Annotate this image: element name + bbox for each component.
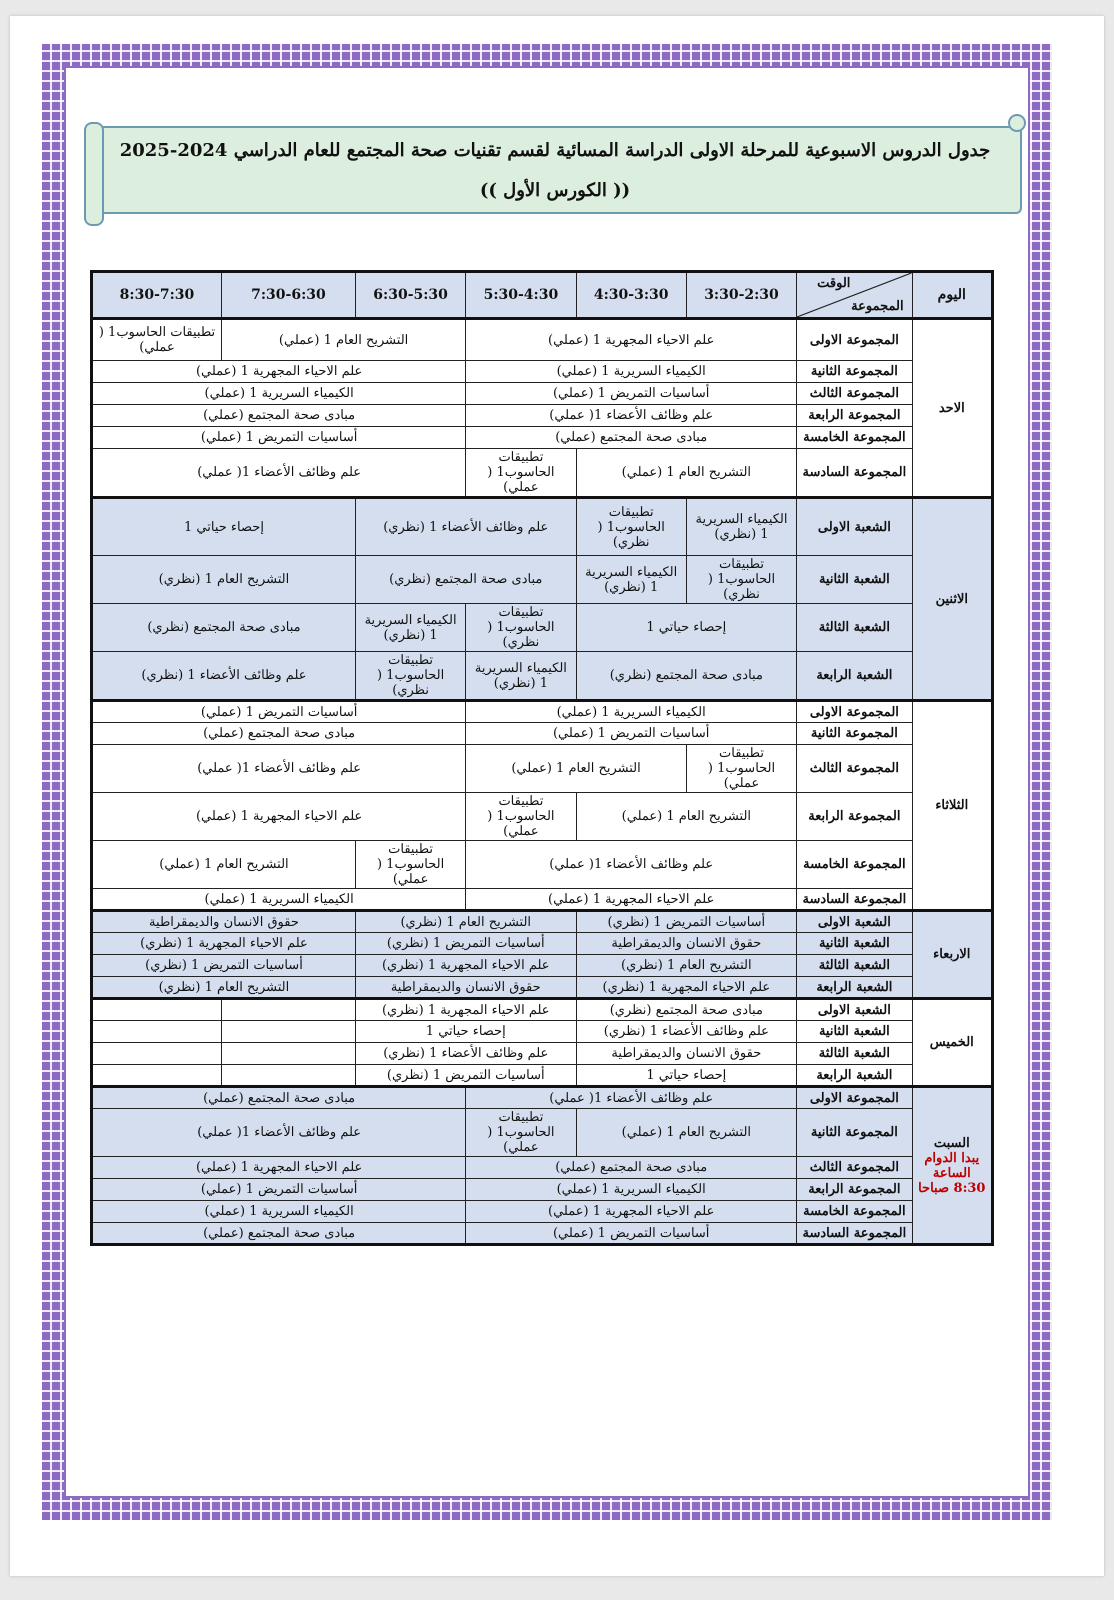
class-cell: علم وظائف الأعضاء 1 (نظري) <box>576 1021 797 1043</box>
class-cell: التشريح العام 1 (عملي) <box>576 1109 797 1157</box>
class-cell: علم الاحياء المجهرية 1 (نظري) <box>355 955 576 977</box>
table-row <box>92 1157 993 1179</box>
table-row <box>92 498 993 556</box>
table-row <box>92 449 993 498</box>
group-cell: المجموعة الثانية <box>797 723 912 745</box>
class-cell: الكيمياء السريرية 1 (عملي) <box>92 1201 466 1223</box>
group-cell: المجموعة السادسة <box>797 449 912 498</box>
group-cell: الشعبة الثالثة <box>797 955 912 977</box>
class-cell: أساسيات التمريض 1 (نظري) <box>355 1065 576 1087</box>
class-cell: مبادى صحة المجتمع (عملي) <box>466 427 797 449</box>
table-row <box>92 319 993 361</box>
class-cell: تطبيقات الحاسوب1 ( نظري) <box>576 498 686 556</box>
empty-cell <box>92 1021 222 1043</box>
table-row <box>92 427 993 449</box>
class-cell: علم الاحياء المجهرية 1 (عملي) <box>466 1201 797 1223</box>
class-cell: علم الاحياء المجهرية 1 (عملي) <box>92 793 466 841</box>
class-cell: مبادى صحة المجتمع (نظري) <box>576 652 797 701</box>
empty-cell <box>92 1043 222 1065</box>
table-row <box>92 1109 993 1157</box>
class-cell: علم وظائف الأعضاء 1( عملي) <box>92 745 466 793</box>
group-cell: المجموعة الخامسة <box>797 427 912 449</box>
group-cell: الشعبة الرابعة <box>797 652 912 701</box>
class-cell: التشريح العام 1 (عملي) <box>576 449 797 498</box>
table-row <box>92 977 993 999</box>
table-row <box>92 723 993 745</box>
group-cell: المجموعة الثانية <box>797 1109 912 1157</box>
class-cell: الكيمياء السريرية 1 (عملي) <box>92 383 466 405</box>
class-cell: التشريح العام 1 (عملي) <box>466 745 687 793</box>
class-cell: علم وظائف الأعضاء 1 (نظري) <box>355 498 576 556</box>
class-cell: أساسيات التمريض 1 (عملي) <box>466 383 797 405</box>
class-cell: أساسيات التمريض 1 (نظري) <box>355 933 576 955</box>
table-row <box>92 1201 993 1223</box>
class-cell: أساسيات التمريض 1 (عملي) <box>92 427 466 449</box>
group-cell: الشعبة الرابعة <box>797 1065 912 1087</box>
time-slot-header: 8:30-7:30 <box>92 272 222 319</box>
table-row <box>92 405 993 427</box>
corner-time-label: الوقت <box>817 276 851 291</box>
class-cell: التشريح العام 1 (عملي) <box>576 793 797 841</box>
time-slot-header: 5:30-4:30 <box>466 272 576 319</box>
class-cell: أساسيات التمريض 1 (عملي) <box>466 1223 797 1245</box>
class-cell: علم وظائف الأعضاء 1( عملي) <box>92 449 466 498</box>
table-row <box>92 604 993 652</box>
table-row <box>92 1065 993 1087</box>
group-cell: الشعبة الثانية <box>797 933 912 955</box>
group-cell: المجموعة الخامسة <box>797 841 912 889</box>
day-cell: الاربعاء <box>912 911 992 999</box>
group-cell: الشعبة الرابعة <box>797 977 912 999</box>
class-cell: مبادى صحة المجتمع (نظري) <box>576 999 797 1021</box>
table-row <box>92 933 993 955</box>
class-cell: حقوق الانسان والديمقراطية <box>576 1043 797 1065</box>
class-cell: حقوق الانسان والديمقراطية <box>355 977 576 999</box>
class-cell: الكيمياء السريرية 1 (نظري) <box>355 604 465 652</box>
table-row <box>92 1179 993 1201</box>
group-cell: المجموعة الاولى <box>797 701 912 723</box>
group-cell: الشعبة الثانية <box>797 556 912 604</box>
class-cell: مبادى صحة المجتمع (نظري) <box>92 604 356 652</box>
class-cell: أساسيات التمريض 1 (نظري) <box>92 955 356 977</box>
class-cell: التشريح العام 1 (نظري) <box>355 911 576 933</box>
group-cell: المجموعة الرابعة <box>797 793 912 841</box>
day-cell: الخميس <box>912 999 992 1087</box>
class-cell: التشريح العام 1 (نظري) <box>576 955 797 977</box>
group-cell: المجموعة الثالث <box>797 1157 912 1179</box>
empty-cell <box>92 1065 222 1087</box>
table-row <box>92 701 993 723</box>
class-cell: تطبيقات الحاسوب1 ( نظري) <box>466 604 576 652</box>
table-row <box>92 383 993 405</box>
class-cell: التشريح العام 1 (عملي) <box>92 841 356 889</box>
class-cell: مبادى صحة المجتمع (عملي) <box>466 1157 797 1179</box>
group-cell: المجموعة الاولى <box>797 319 912 361</box>
class-cell: الكيمياء السريرية 1 (نظري) <box>466 652 576 701</box>
class-cell: علم الاحياء المجهرية 1 (عملي) <box>466 319 797 361</box>
group-cell: الشعبة الاولى <box>797 911 912 933</box>
group-cell: المجموعة الثانية <box>797 361 912 383</box>
table-row <box>92 999 993 1021</box>
table-row <box>92 889 993 911</box>
class-cell: حقوق الانسان والديمقراطية <box>92 911 356 933</box>
table-row <box>92 793 993 841</box>
class-cell: الكيمياء السريرية 1 (عملي) <box>466 361 797 383</box>
group-cell: الشعبة الثانية <box>797 1021 912 1043</box>
class-cell: تطبيقات الحاسوب1 ( نظري) <box>355 652 465 701</box>
class-cell: تطبيقات الحاسوب1 ( عملي) <box>686 745 796 793</box>
table-row <box>92 745 993 793</box>
class-cell: علم الاحياء المجهرية 1 (نظري) <box>92 933 356 955</box>
class-cell: الكيمياء السريرية 1 (عملي) <box>466 1179 797 1201</box>
table-row <box>92 841 993 889</box>
time-slot-header: 4:30-3:30 <box>576 272 686 319</box>
class-cell: مبادى صحة المجتمع (عملي) <box>92 1087 466 1109</box>
group-cell: المجموعة الثالث <box>797 745 912 793</box>
group-cell: المجموعة السادسة <box>797 1223 912 1245</box>
group-cell: الشعبة الثالثة <box>797 1043 912 1065</box>
time-slot-header: 3:30-2:30 <box>686 272 796 319</box>
table-row <box>92 955 993 977</box>
day-cell: الثلاثاء <box>912 701 992 911</box>
group-cell: المجموعة الخامسة <box>797 1201 912 1223</box>
class-cell: علم الاحياء المجهرية 1 (عملي) <box>92 361 466 383</box>
table-row <box>92 911 993 933</box>
empty-cell <box>221 1021 355 1043</box>
page-subtitle: (( الكورس الأول )) <box>479 180 631 201</box>
day-cell <box>912 1087 992 1245</box>
day-header: اليوم <box>912 272 992 319</box>
class-cell: علم الاحياء المجهرية 1 (عملي) <box>92 1157 466 1179</box>
class-cell: إحصاء حياتي 1 <box>92 498 356 556</box>
class-cell: إحصاء حياتي 1 <box>576 1065 797 1087</box>
saturday-start-note: يبدا الدوام الساعة 8:30 صباحا <box>918 1150 986 1196</box>
saturday-label: السبت <box>933 1135 970 1151</box>
class-cell: مبادى صحة المجتمع (عملي) <box>92 1223 466 1245</box>
header-row <box>92 272 993 319</box>
class-cell: إحصاء حياتي 1 <box>355 1021 576 1043</box>
table-row <box>92 1021 993 1043</box>
class-cell: الكيمياء السريرية 1 (عملي) <box>466 701 797 723</box>
class-cell: علم وظائف الأعضاء 1 (نظري) <box>92 652 356 701</box>
group-cell: الشعبة الثالثة <box>797 604 912 652</box>
class-cell: مبادى صحة المجتمع (عملي) <box>92 405 466 427</box>
class-cell: علم وظائف الأعضاء 1( عملي) <box>466 405 797 427</box>
table-row <box>92 1043 993 1065</box>
class-cell: إحصاء حياتي 1 <box>576 604 797 652</box>
class-cell: الكيمياء السريرية 1 (نظري) <box>576 556 686 604</box>
class-cell: علم وظائف الأعضاء 1( عملي) <box>92 1109 466 1157</box>
class-cell: تطبيقات الحاسوب1 ( نظري) <box>686 556 796 604</box>
class-cell: علم وظائف الأعضاء 1( عملي) <box>466 1087 797 1109</box>
class-cell: أساسيات التمريض 1 (نظري) <box>576 911 797 933</box>
table-row <box>92 652 993 701</box>
page-title: جدول الدروس الاسبوعية للمرحلة الاولى الدراسة المسائية لقسم تقنيات صحة المجتمع للعام الدراسي 2024-2025 <box>119 140 991 161</box>
class-cell: علم الاحياء المجهرية 1 (نظري) <box>355 999 576 1021</box>
group-cell: المجموعة الرابعة <box>797 1179 912 1201</box>
day-cell: الاحد <box>912 319 992 498</box>
time-slot-header: 6:30-5:30 <box>355 272 465 319</box>
group-cell: المجموعة الرابعة <box>797 405 912 427</box>
class-cell: تطبيقات الحاسوب1 ( عملي) <box>466 1109 576 1157</box>
table-row <box>92 556 993 604</box>
table-row <box>92 1087 993 1109</box>
class-cell: تطبيقات الحاسوب1 ( عملي) <box>92 319 222 361</box>
class-cell: أساسيات التمريض 1 (عملي) <box>92 701 466 723</box>
class-cell: تطبيقات الحاسوب1 ( عملي) <box>355 841 465 889</box>
table-row <box>92 1223 993 1245</box>
class-cell: تطبيقات الحاسوب1 ( عملي) <box>466 793 576 841</box>
class-cell: علم الاحياء المجهرية 1 (نظري) <box>576 977 797 999</box>
empty-cell <box>221 1043 355 1065</box>
group-cell: المجموعة الاولى <box>797 1087 912 1109</box>
day-cell: الاثنين <box>912 498 992 701</box>
class-cell: مبادى صحة المجتمع (نظري) <box>355 556 576 604</box>
empty-cell <box>221 1065 355 1087</box>
class-cell: التشريح العام 1 (نظري) <box>92 977 356 999</box>
empty-cell <box>221 999 355 1021</box>
empty-cell <box>92 999 222 1021</box>
title-banner <box>88 126 1022 214</box>
class-cell: مبادى صحة المجتمع (عملي) <box>92 723 466 745</box>
group-cell: المجموعة الثالث <box>797 383 912 405</box>
group-cell: الشعبة الاولى <box>797 498 912 556</box>
time-slot-header: 7:30-6:30 <box>221 272 355 319</box>
group-cell: الشعبة الاولى <box>797 999 912 1021</box>
class-cell: أساسيات التمريض 1 (عملي) <box>92 1179 466 1201</box>
class-cell: حقوق الانسان والديمقراطية <box>576 933 797 955</box>
class-cell: التشريح العام 1 (نظري) <box>92 556 356 604</box>
class-cell: تطبيقات الحاسوب1 ( عملي) <box>466 449 576 498</box>
class-cell: الكيمياء السريرية 1 (نظري) <box>686 498 796 556</box>
group-cell: المجموعة السادسة <box>797 889 912 911</box>
class-cell: أساسيات التمريض 1 (عملي) <box>466 723 797 745</box>
class-cell: علم وظائف الأعضاء 1 (نظري) <box>355 1043 576 1065</box>
class-cell: علم الاحياء المجهرية 1 (عملي) <box>466 889 797 911</box>
schedule-table <box>90 270 994 1246</box>
class-cell: الكيمياء السريرية 1 (عملي) <box>92 889 466 911</box>
class-cell: علم وظائف الأعضاء 1( عملي) <box>466 841 797 889</box>
table-row <box>92 361 993 383</box>
time-group-header <box>797 272 912 319</box>
class-cell: التشريح العام 1 (عملي) <box>221 319 465 361</box>
corner-group-label: المجموعة <box>851 299 904 314</box>
